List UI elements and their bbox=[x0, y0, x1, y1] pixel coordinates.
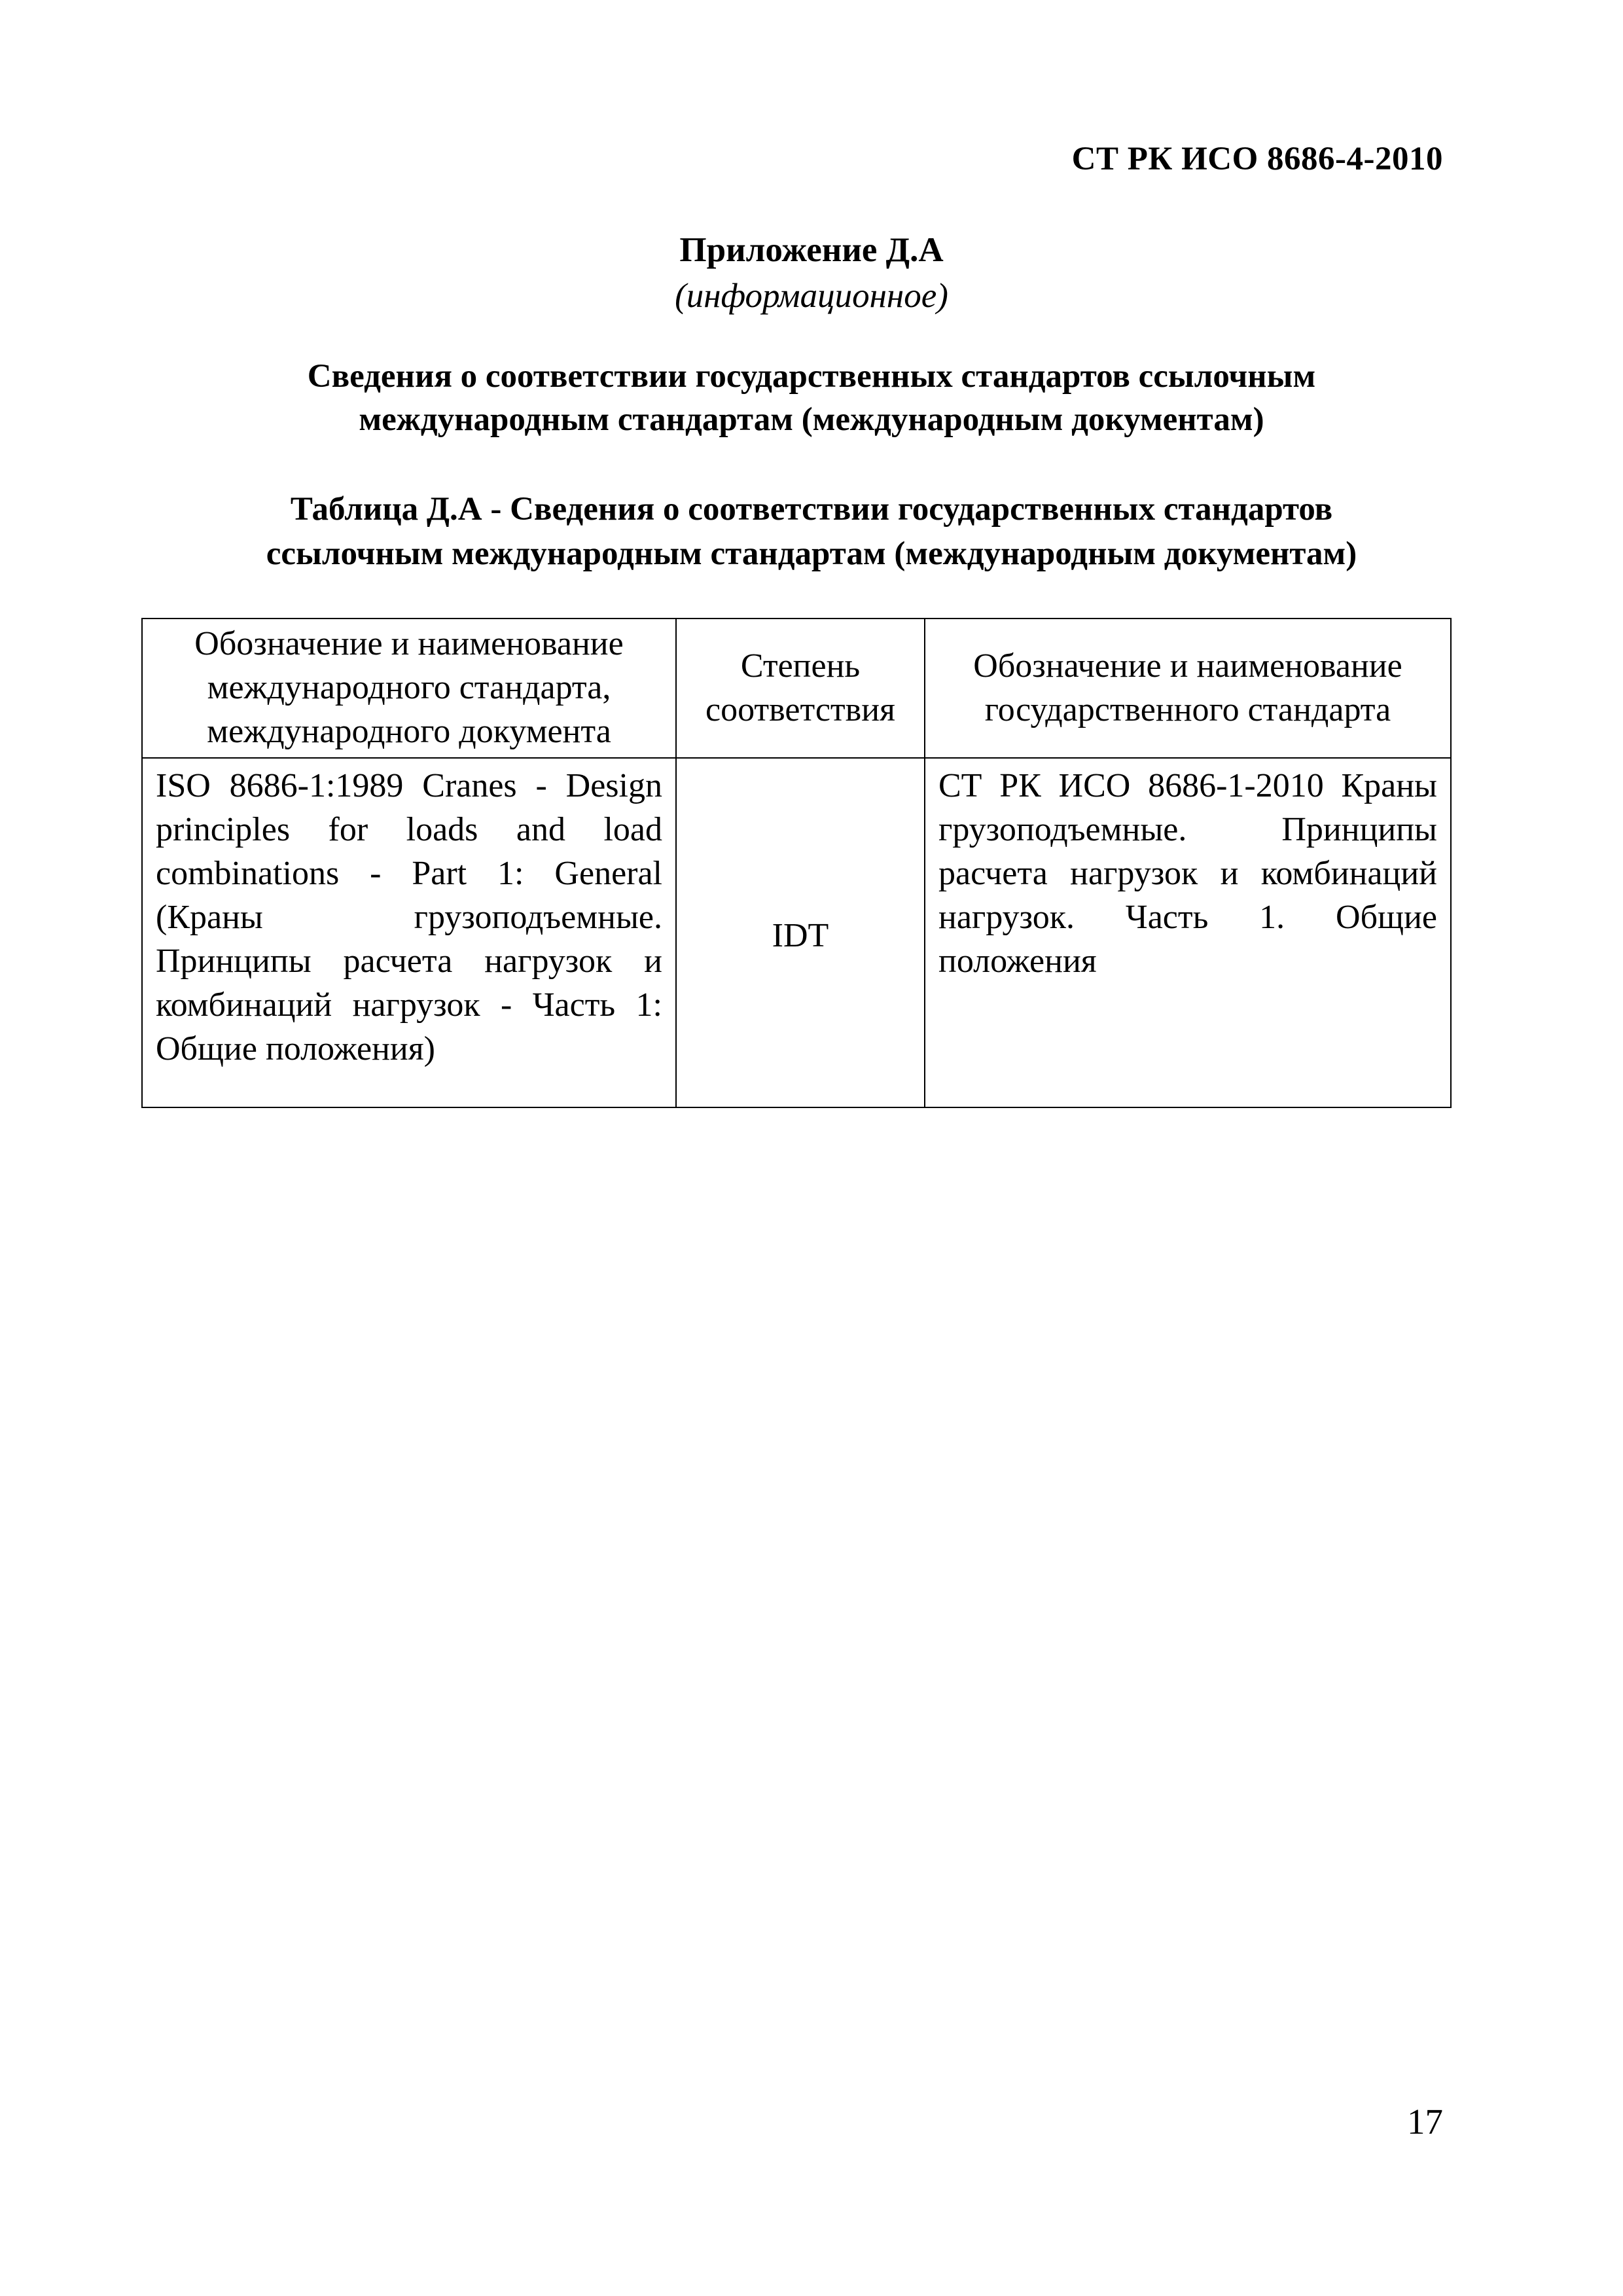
document-code: СТ РК ИСО 8686-4-2010 bbox=[1071, 141, 1443, 177]
cell-degree: IDT bbox=[676, 758, 925, 1107]
section-title bbox=[0, 355, 1623, 441]
table-caption-line-1: Таблица Д.А - Сведения о соответствии государственных стандартов bbox=[290, 491, 1333, 528]
correspondence-table bbox=[141, 618, 1452, 1108]
cell-national-standard: СТ РК ИСО 8686-1-2010 Краны грузоподъемные. Принципы расчета нагрузок и комбинаций нагрузок. Часть 1. Общие положения bbox=[925, 758, 1451, 1107]
section-title-line-1: Сведения о соответствии государственных стандартов ссылочным bbox=[307, 358, 1316, 395]
section-title-line-2: международным стандартам (международным документам) bbox=[359, 401, 1264, 438]
table-caption bbox=[0, 487, 1623, 576]
header-national-standard: Обозначение и наименование государственного стандарта bbox=[925, 619, 1451, 758]
page-number: 17 bbox=[1407, 2102, 1443, 2142]
header-degree-of-correspondence: Степень соответствия bbox=[676, 619, 925, 758]
table-header-row bbox=[142, 619, 1451, 758]
cell-international-standard: ISO 8686-1:1989 Cranes - Design principles for loads and load combinations - Part 1: General (Краны грузоподъемные. Принципы расчета нагрузок и комбинаций нагрузок - Часть 1: Общие положения) bbox=[142, 758, 676, 1107]
appendix-subtitle: (информационное) bbox=[675, 277, 948, 315]
table-caption-line-2: ссылочным международным стандартам (международным документам) bbox=[266, 535, 1357, 572]
appendix-title: Приложение Д.А bbox=[679, 231, 944, 269]
header-international-standard: Обозначение и наименование международного стандарта, международного документа bbox=[142, 619, 676, 758]
table-row bbox=[142, 758, 1451, 1107]
